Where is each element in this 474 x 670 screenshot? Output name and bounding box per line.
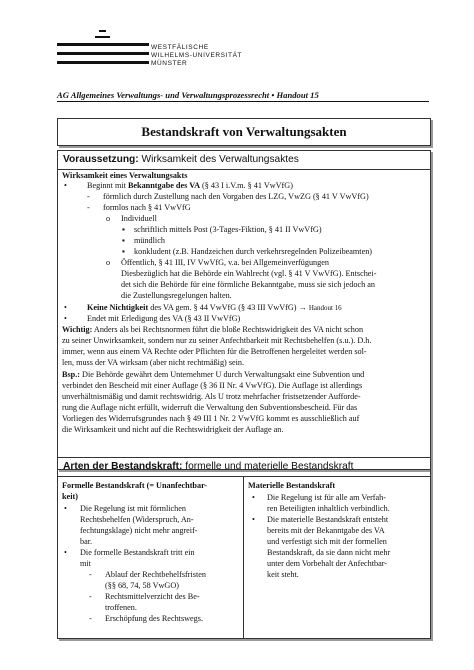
list-item-cont: troffenen. (105, 603, 137, 612)
document-title: Bestandskraft von Verwaltungsakten (141, 124, 347, 139)
example-line: unverhältnismäßig und damit rechtswidrig. Als U trotz mehrfacher fristsetzender Aufforde- (62, 392, 361, 401)
list-item-cont: und verfestigt sich mit der formellen (267, 537, 387, 546)
list-item: schriftlich mittels Post (3-Tages-Fiktion, § 41 II VwVfG) (134, 225, 322, 234)
logo-bar (57, 43, 149, 46)
dash-icon: - (89, 614, 92, 623)
dash-icon: - (87, 203, 90, 212)
bullet-icon: • (252, 493, 255, 502)
logo-line: WILHELMS-UNIVERSITÄT (151, 52, 243, 59)
logo-line: MÜNSTER (151, 60, 188, 67)
handout-header: AG Allgemeines Verwaltungs- und Verwaltungsprozessrecht • Handout 15 (57, 90, 429, 102)
column-divider (243, 476, 244, 638)
dash-icon: - (89, 592, 92, 601)
note-line: len, muss der VA wirksam (aber nicht rechtmäßig) sein. (62, 358, 245, 367)
example-line: verbindet den Bescheid mit einer Auflage (§ 36 II Nr. 4 VwVfG). Die Auflage ist allerdings (62, 381, 363, 390)
logo-bar (95, 36, 110, 38)
list-item-cont: die Zustellungsregelungen halten. (121, 291, 232, 300)
list-item-cont: Rechtsbehelfen (Widerspruch, An- (80, 515, 194, 524)
logo-line: WESTFÄLISCHE (151, 44, 209, 51)
list-item: Die formelle Bestandskraft tritt ein (80, 548, 195, 557)
list-item-cont: bereits mit der Bekanntgabe des VA (267, 526, 385, 535)
list-item-cont: det sich die Behörde für eine förmliche Bekanntgabe, muss sie sich jedoch an (121, 280, 375, 289)
list-item: Erschöpfung des Rechtswegs. (105, 614, 204, 623)
dash-icon: - (89, 570, 92, 579)
list-item: förmlich durch Zustellung nach den Vorgaben des LZG, VwZG (§ 41 V VwVfG) (103, 192, 369, 201)
section-heading (58, 151, 430, 170)
bullet-icon: • (64, 504, 67, 513)
subtitle: Wirksamkeit eines Verwaltungsakts (62, 171, 188, 180)
note-line: immer, wenn aus einem VA Rechte oder Pflichten für die Betroffenen hergeleitet werden sol- (62, 347, 367, 356)
example-paragraph: Bsp.: Die Behörde gewährt dem Unternehmer U durch Verwaltungsakt eine Subvention und (62, 370, 365, 379)
list-item-cont: bar. (80, 537, 93, 546)
list-item: Endet mit Erledigung des VA (§ 43 II VwVfG) (87, 314, 241, 323)
list-item-cont: fechtungsklage) nicht mehr angreif- (80, 526, 198, 535)
list-item-cont: unter dem Vorbehalt der Anfechtbar- (267, 559, 388, 568)
list-item: konkludent (z.B. Handzeichen durch verkehrsregelnden Polizeibeamten) (134, 247, 373, 256)
square-bullet-icon: ▪ (122, 236, 125, 245)
list-item-cont: keit steht. (267, 570, 299, 579)
heading-text: Wirksamkeit des Verwaltungsaktes (138, 154, 299, 165)
square-bullet-icon: ▪ (122, 225, 125, 234)
heading-label: Voraussetzung: (63, 154, 139, 165)
heading-label: Arten der Bestandskraft: (63, 461, 183, 472)
circle-bullet-icon: o (106, 258, 111, 267)
list-item-cont: ren Beteiligten inhaltlich verbindlich. (267, 504, 390, 513)
list-item: Ablauf der Rechtbehelfsfristen (105, 570, 206, 579)
list-item: Individuell (121, 214, 157, 223)
logo-text (151, 44, 242, 68)
left-column-title: Formelle Bestandskraft (= Unanfechtbar- (62, 481, 208, 490)
left-column-title-cont: keit) (62, 492, 78, 501)
list-item: Rechtsmittelverzicht des Be- (105, 592, 200, 601)
list-item: Die Regelung ist mit förmlichen (80, 504, 186, 513)
list-item: Keine Nichtigkeit des VA gem. § 44 VwVfG (§ 43 III VwVfG) → Handout 16 (87, 303, 342, 312)
example-line: rung die Auflage nicht erfüllt, widerruft die Verwaltung den Subventionsbescheid. Für das (62, 403, 358, 412)
bullet-icon: • (64, 314, 67, 323)
note-line: zu seiner Unwirksamkeit, sondern nur zu seiner Anfechtbarkeit mit Rechtsbehelfen (s.u.). D.h. (62, 336, 372, 345)
logo-bar (57, 52, 149, 55)
example-line: die Wirksamkeit und nicht auf die Rechtswidrigkeit der Auflage an. (62, 425, 284, 434)
square-bullet-icon: ▪ (122, 247, 125, 256)
note-paragraph: Wichtig: Anders als bei Rechtsnormen führt die bloße Rechtswidrigkeit des VA nicht schon (62, 325, 364, 334)
bullet-icon: • (64, 548, 67, 557)
section-heading (58, 458, 430, 477)
list-item: Die Regelung ist für alle am Verfah- (267, 493, 386, 502)
logo-bar (57, 61, 149, 64)
list-item-cont: Bestandskraft, da sie dann nicht mehr (267, 548, 391, 557)
bullet-icon: • (64, 181, 67, 190)
bullet-icon: • (252, 515, 255, 524)
right-column-title: Materielle Bestandskraft (248, 481, 336, 490)
dash-icon: - (87, 192, 90, 201)
title-box (57, 118, 431, 146)
list-item-cont: Diesbezüglich hat die Behörde ein Wahlrecht (vgl. § 41 V VwVfG). Entschei- (121, 269, 377, 278)
logo-bar (99, 30, 106, 32)
circle-bullet-icon: o (106, 214, 111, 223)
list-item-cont: (§§ 68, 74, 58 VwGO) (105, 581, 179, 590)
example-line: Vorliegen des Widerrufsgrundes nach § 49 III 1 Nr. 2 VwVfG kommt es ausschließlich auf (62, 414, 360, 423)
list-item-cont: mit (80, 559, 91, 568)
list-item: mündlich (134, 236, 165, 245)
list-item: Die materielle Bestandskraft entsteht (267, 515, 389, 524)
list-item: Öffentlich, § 41 III, IV VwVfG, v.a. bei Allgemeinverfügungen (121, 258, 329, 267)
bullet-icon: • (64, 303, 67, 312)
heading-text: formelle und materielle Bestandskraft (182, 461, 354, 472)
list-item: Beginnt mit Bekanntgabe des VA (§ 43 I i.V.m. § 41 VwVfG) (87, 181, 293, 190)
list-item: formlos nach § 41 VwVfG (103, 203, 191, 212)
